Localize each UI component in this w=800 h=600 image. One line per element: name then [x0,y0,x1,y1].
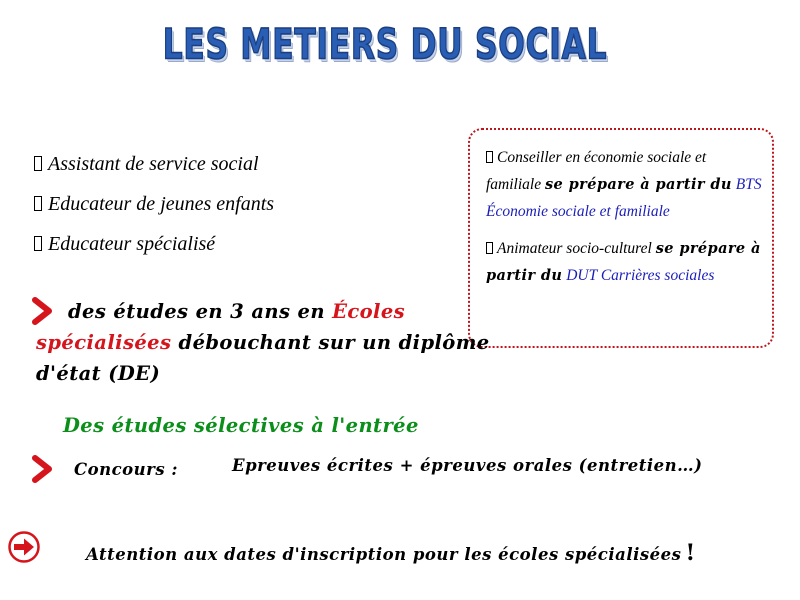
side-item-connector: se prépare à partir du [544,176,732,193]
box-bullet-icon [34,196,42,211]
selective-note: Des études sélectives à l'entrée [63,414,419,437]
side-item-connector: se prépare à partir du [486,240,761,284]
box-bullet-icon [486,242,493,254]
side-item-diploma: DUT Carrières sociales [566,267,715,284]
red-arrow-icon [30,454,56,484]
side-item-cesf [486,144,762,225]
page-title: LES METIERS DU SOCIAL [162,20,608,70]
side-info-box [468,128,774,348]
concours-text: Epreuves écrites + épreuves orales (entretien…) [232,456,703,475]
box-bullet-icon [34,156,42,171]
attention-note [86,540,696,566]
job-label: Assistant de service social [48,153,259,175]
jobs-list [34,144,274,264]
studies-highlight: Écoles spécialisées [36,300,406,354]
list-item [34,184,274,224]
box-bullet-icon [486,151,493,163]
concours-label: Concours : [74,460,178,479]
side-item-animateur [486,235,762,289]
job-label: Educateur spécialisé [48,233,216,255]
studies-text-end: débouchant sur un diplôme d'état (DE) [36,331,490,385]
circle-arrow-icon [8,531,40,563]
list-item [34,144,274,184]
side-item-intro: Conseiller en économie sociale et familiale [486,149,707,193]
box-bullet-icon [34,236,42,251]
attention-text: Attention aux dates d'inscription pour les écoles spécialisées [86,545,682,564]
studies-text: des études en 3 ans en [68,300,325,323]
attention-mark: ! [685,540,696,566]
job-label: Educateur de jeunes enfants [48,193,275,215]
list-item [34,224,274,264]
studies-paragraph [36,296,496,389]
side-item-diploma: BTS Économie sociale et familiale [486,176,762,220]
side-item-intro: Animateur socio-culturel [497,240,652,257]
